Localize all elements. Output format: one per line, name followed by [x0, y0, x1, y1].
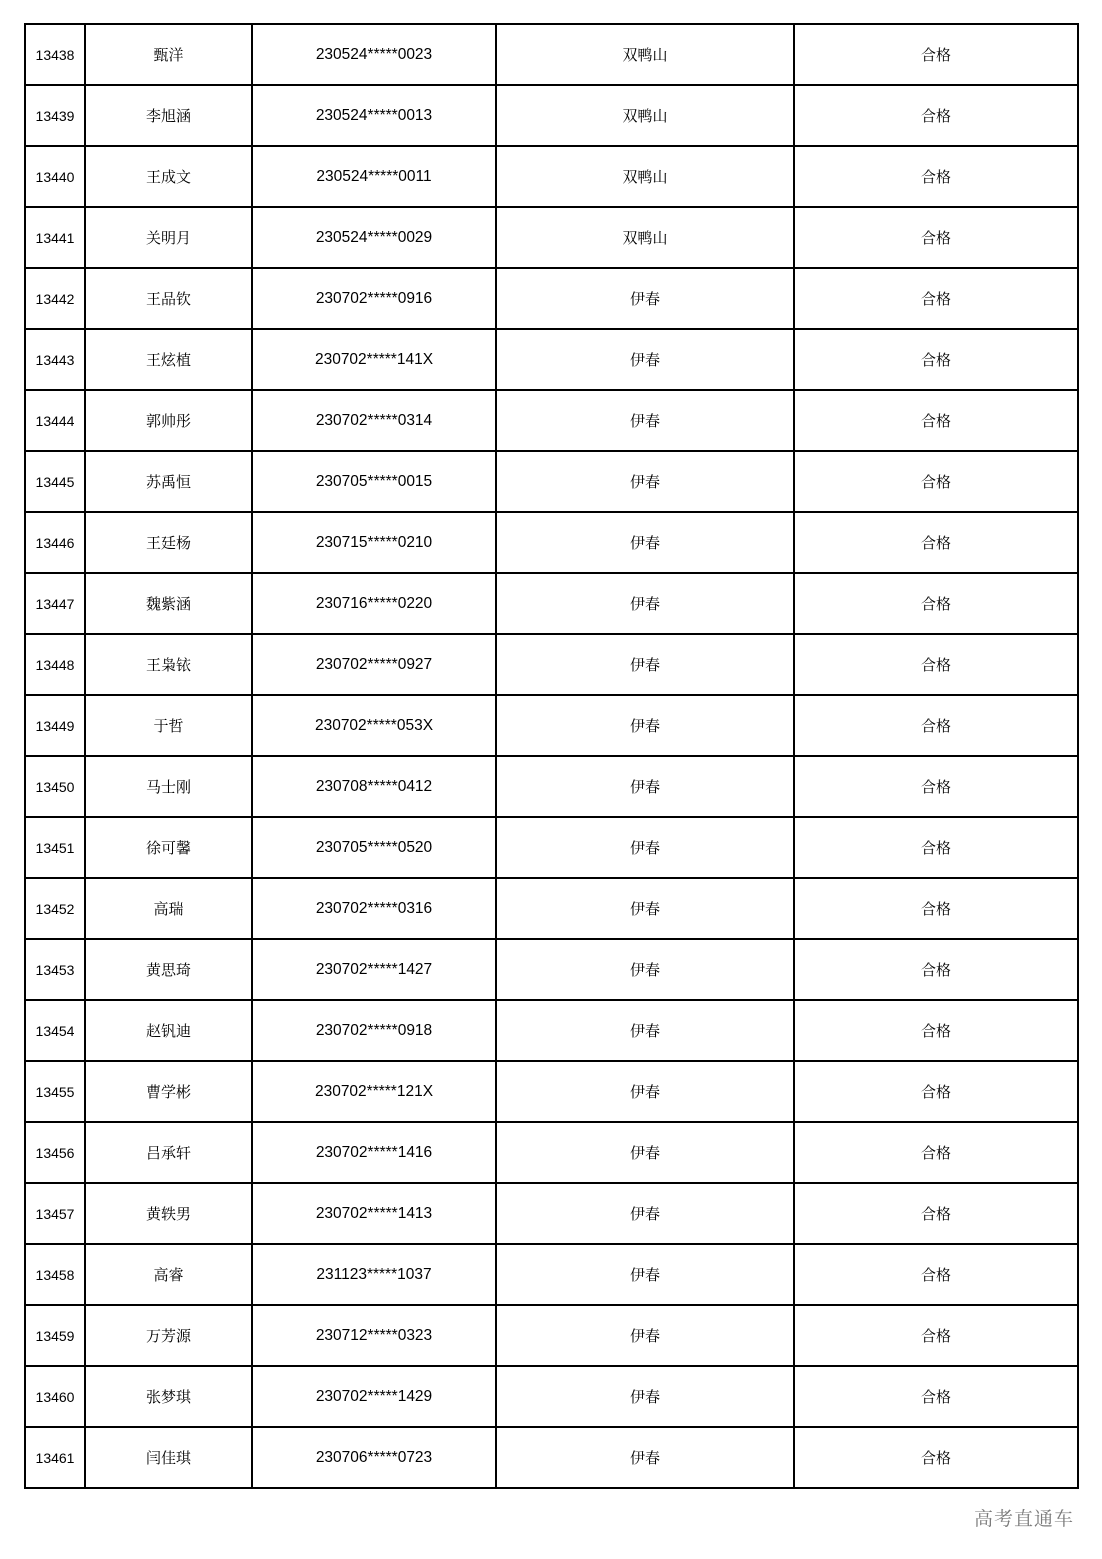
id-number-cell: 230705*****0520 [252, 817, 496, 878]
seq-number-cell: 13440 [25, 146, 85, 207]
table-row [25, 1244, 1078, 1305]
name-cell: 甄洋 [85, 24, 252, 85]
city-cell: 伊春 [496, 268, 794, 329]
seq-number-cell: 13449 [25, 695, 85, 756]
seq-number-cell: 13447 [25, 573, 85, 634]
city-cell: 双鸭山 [496, 85, 794, 146]
id-number-cell: 230702*****121X [252, 1061, 496, 1122]
id-number-cell: 230702*****0316 [252, 878, 496, 939]
name-cell: 曹学彬 [85, 1061, 252, 1122]
city-cell: 伊春 [496, 1183, 794, 1244]
id-number-cell: 230702*****0916 [252, 268, 496, 329]
result-cell: 合格 [794, 1000, 1078, 1061]
table-row [25, 512, 1078, 573]
city-cell: 双鸭山 [496, 24, 794, 85]
name-cell: 高睿 [85, 1244, 252, 1305]
seq-number-cell: 13446 [25, 512, 85, 573]
id-number-cell: 230706*****0723 [252, 1427, 496, 1488]
table-row [25, 24, 1078, 85]
table-row [25, 756, 1078, 817]
result-cell: 合格 [794, 878, 1078, 939]
id-number-cell: 230524*****0013 [252, 85, 496, 146]
seq-number-cell: 13448 [25, 634, 85, 695]
name-cell: 黄思琦 [85, 939, 252, 1000]
result-cell: 合格 [794, 268, 1078, 329]
city-cell: 伊春 [496, 1427, 794, 1488]
table-row [25, 85, 1078, 146]
result-cell: 合格 [794, 1427, 1078, 1488]
city-cell: 伊春 [496, 1305, 794, 1366]
name-cell: 王枭铱 [85, 634, 252, 695]
result-cell: 合格 [794, 1366, 1078, 1427]
table-row [25, 573, 1078, 634]
seq-number-cell: 13461 [25, 1427, 85, 1488]
result-cell: 合格 [794, 1183, 1078, 1244]
name-cell: 李旭涵 [85, 85, 252, 146]
city-cell: 伊春 [496, 939, 794, 1000]
result-cell: 合格 [794, 329, 1078, 390]
seq-number-cell: 13454 [25, 1000, 85, 1061]
seq-number-cell: 13438 [25, 24, 85, 85]
name-cell: 郭帅彤 [85, 390, 252, 451]
result-cell: 合格 [794, 1061, 1078, 1122]
seq-number-cell: 13460 [25, 1366, 85, 1427]
result-cell: 合格 [794, 451, 1078, 512]
id-number-cell: 230702*****053X [252, 695, 496, 756]
id-number-cell: 230715*****0210 [252, 512, 496, 573]
name-cell: 高瑞 [85, 878, 252, 939]
name-cell: 吕承轩 [85, 1122, 252, 1183]
result-cell: 合格 [794, 573, 1078, 634]
name-cell: 赵钒迪 [85, 1000, 252, 1061]
seq-number-cell: 13441 [25, 207, 85, 268]
result-cell: 合格 [794, 24, 1078, 85]
name-cell: 苏禹恒 [85, 451, 252, 512]
result-cell: 合格 [794, 390, 1078, 451]
result-cell: 合格 [794, 146, 1078, 207]
city-cell: 伊春 [496, 695, 794, 756]
city-cell: 伊春 [496, 1366, 794, 1427]
name-cell: 魏紫涵 [85, 573, 252, 634]
name-cell: 王成文 [85, 146, 252, 207]
table-row [25, 329, 1078, 390]
seq-number-cell: 13459 [25, 1305, 85, 1366]
table-row [25, 451, 1078, 512]
table-row [25, 1122, 1078, 1183]
result-cell: 合格 [794, 634, 1078, 695]
seq-number-cell: 13439 [25, 85, 85, 146]
seq-number-cell: 13442 [25, 268, 85, 329]
name-cell: 于哲 [85, 695, 252, 756]
result-cell: 合格 [794, 1122, 1078, 1183]
seq-number-cell: 13458 [25, 1244, 85, 1305]
id-number-cell: 230702*****0314 [252, 390, 496, 451]
seq-number-cell: 13450 [25, 756, 85, 817]
result-cell: 合格 [794, 756, 1078, 817]
id-number-cell: 230702*****141X [252, 329, 496, 390]
table-row [25, 1305, 1078, 1366]
city-cell: 伊春 [496, 512, 794, 573]
seq-number-cell: 13457 [25, 1183, 85, 1244]
seq-number-cell: 13445 [25, 451, 85, 512]
city-cell: 伊春 [496, 451, 794, 512]
id-number-cell: 230702*****0927 [252, 634, 496, 695]
id-number-cell: 230716*****0220 [252, 573, 496, 634]
city-cell: 伊春 [496, 1000, 794, 1061]
name-cell: 张梦琪 [85, 1366, 252, 1427]
result-cell: 合格 [794, 695, 1078, 756]
result-cell: 合格 [794, 1305, 1078, 1366]
city-cell: 伊春 [496, 1061, 794, 1122]
id-number-cell: 230712*****0323 [252, 1305, 496, 1366]
id-number-cell: 230524*****0023 [252, 24, 496, 85]
name-cell: 王炫植 [85, 329, 252, 390]
id-number-cell: 230702*****1413 [252, 1183, 496, 1244]
table-row [25, 1000, 1078, 1061]
watermark-text: 高考直通车 [972, 1504, 1076, 1531]
seq-number-cell: 13456 [25, 1122, 85, 1183]
seq-number-cell: 13452 [25, 878, 85, 939]
name-cell: 徐可馨 [85, 817, 252, 878]
city-cell: 伊春 [496, 878, 794, 939]
table-row [25, 939, 1078, 1000]
table-row [25, 634, 1078, 695]
table-row [25, 878, 1078, 939]
table-row [25, 146, 1078, 207]
result-cell: 合格 [794, 939, 1078, 1000]
city-cell: 双鸭山 [496, 207, 794, 268]
city-cell: 伊春 [496, 390, 794, 451]
result-cell: 合格 [794, 817, 1078, 878]
seq-number-cell: 13455 [25, 1061, 85, 1122]
id-number-cell: 230524*****0011 [252, 146, 496, 207]
city-cell: 伊春 [496, 1244, 794, 1305]
id-number-cell: 230705*****0015 [252, 451, 496, 512]
table-row [25, 1427, 1078, 1488]
id-number-cell: 230702*****1416 [252, 1122, 496, 1183]
name-cell: 王廷杨 [85, 512, 252, 573]
table-row [25, 1366, 1078, 1427]
city-cell: 伊春 [496, 756, 794, 817]
table-row [25, 817, 1078, 878]
id-number-cell: 230708*****0412 [252, 756, 496, 817]
city-cell: 伊春 [496, 634, 794, 695]
table-row [25, 268, 1078, 329]
seq-number-cell: 13453 [25, 939, 85, 1000]
table-row [25, 695, 1078, 756]
name-cell: 万芳源 [85, 1305, 252, 1366]
name-cell: 马士刚 [85, 756, 252, 817]
result-cell: 合格 [794, 512, 1078, 573]
result-cell: 合格 [794, 85, 1078, 146]
name-cell: 闫佳琪 [85, 1427, 252, 1488]
results-table [24, 23, 1079, 1489]
seq-number-cell: 13443 [25, 329, 85, 390]
name-cell: 关明月 [85, 207, 252, 268]
city-cell: 伊春 [496, 329, 794, 390]
id-number-cell: 230524*****0029 [252, 207, 496, 268]
id-number-cell: 230702*****1429 [252, 1366, 496, 1427]
name-cell: 王品钦 [85, 268, 252, 329]
table-row [25, 390, 1078, 451]
seq-number-cell: 13444 [25, 390, 85, 451]
id-number-cell: 230702*****1427 [252, 939, 496, 1000]
table-row [25, 1061, 1078, 1122]
city-cell: 双鸭山 [496, 146, 794, 207]
city-cell: 伊春 [496, 573, 794, 634]
results-table-body [25, 24, 1078, 1488]
table-row [25, 207, 1078, 268]
result-cell: 合格 [794, 207, 1078, 268]
result-cell: 合格 [794, 1244, 1078, 1305]
id-number-cell: 230702*****0918 [252, 1000, 496, 1061]
city-cell: 伊春 [496, 817, 794, 878]
name-cell: 黄轶男 [85, 1183, 252, 1244]
id-number-cell: 231123*****1037 [252, 1244, 496, 1305]
seq-number-cell: 13451 [25, 817, 85, 878]
city-cell: 伊春 [496, 1122, 794, 1183]
table-row [25, 1183, 1078, 1244]
